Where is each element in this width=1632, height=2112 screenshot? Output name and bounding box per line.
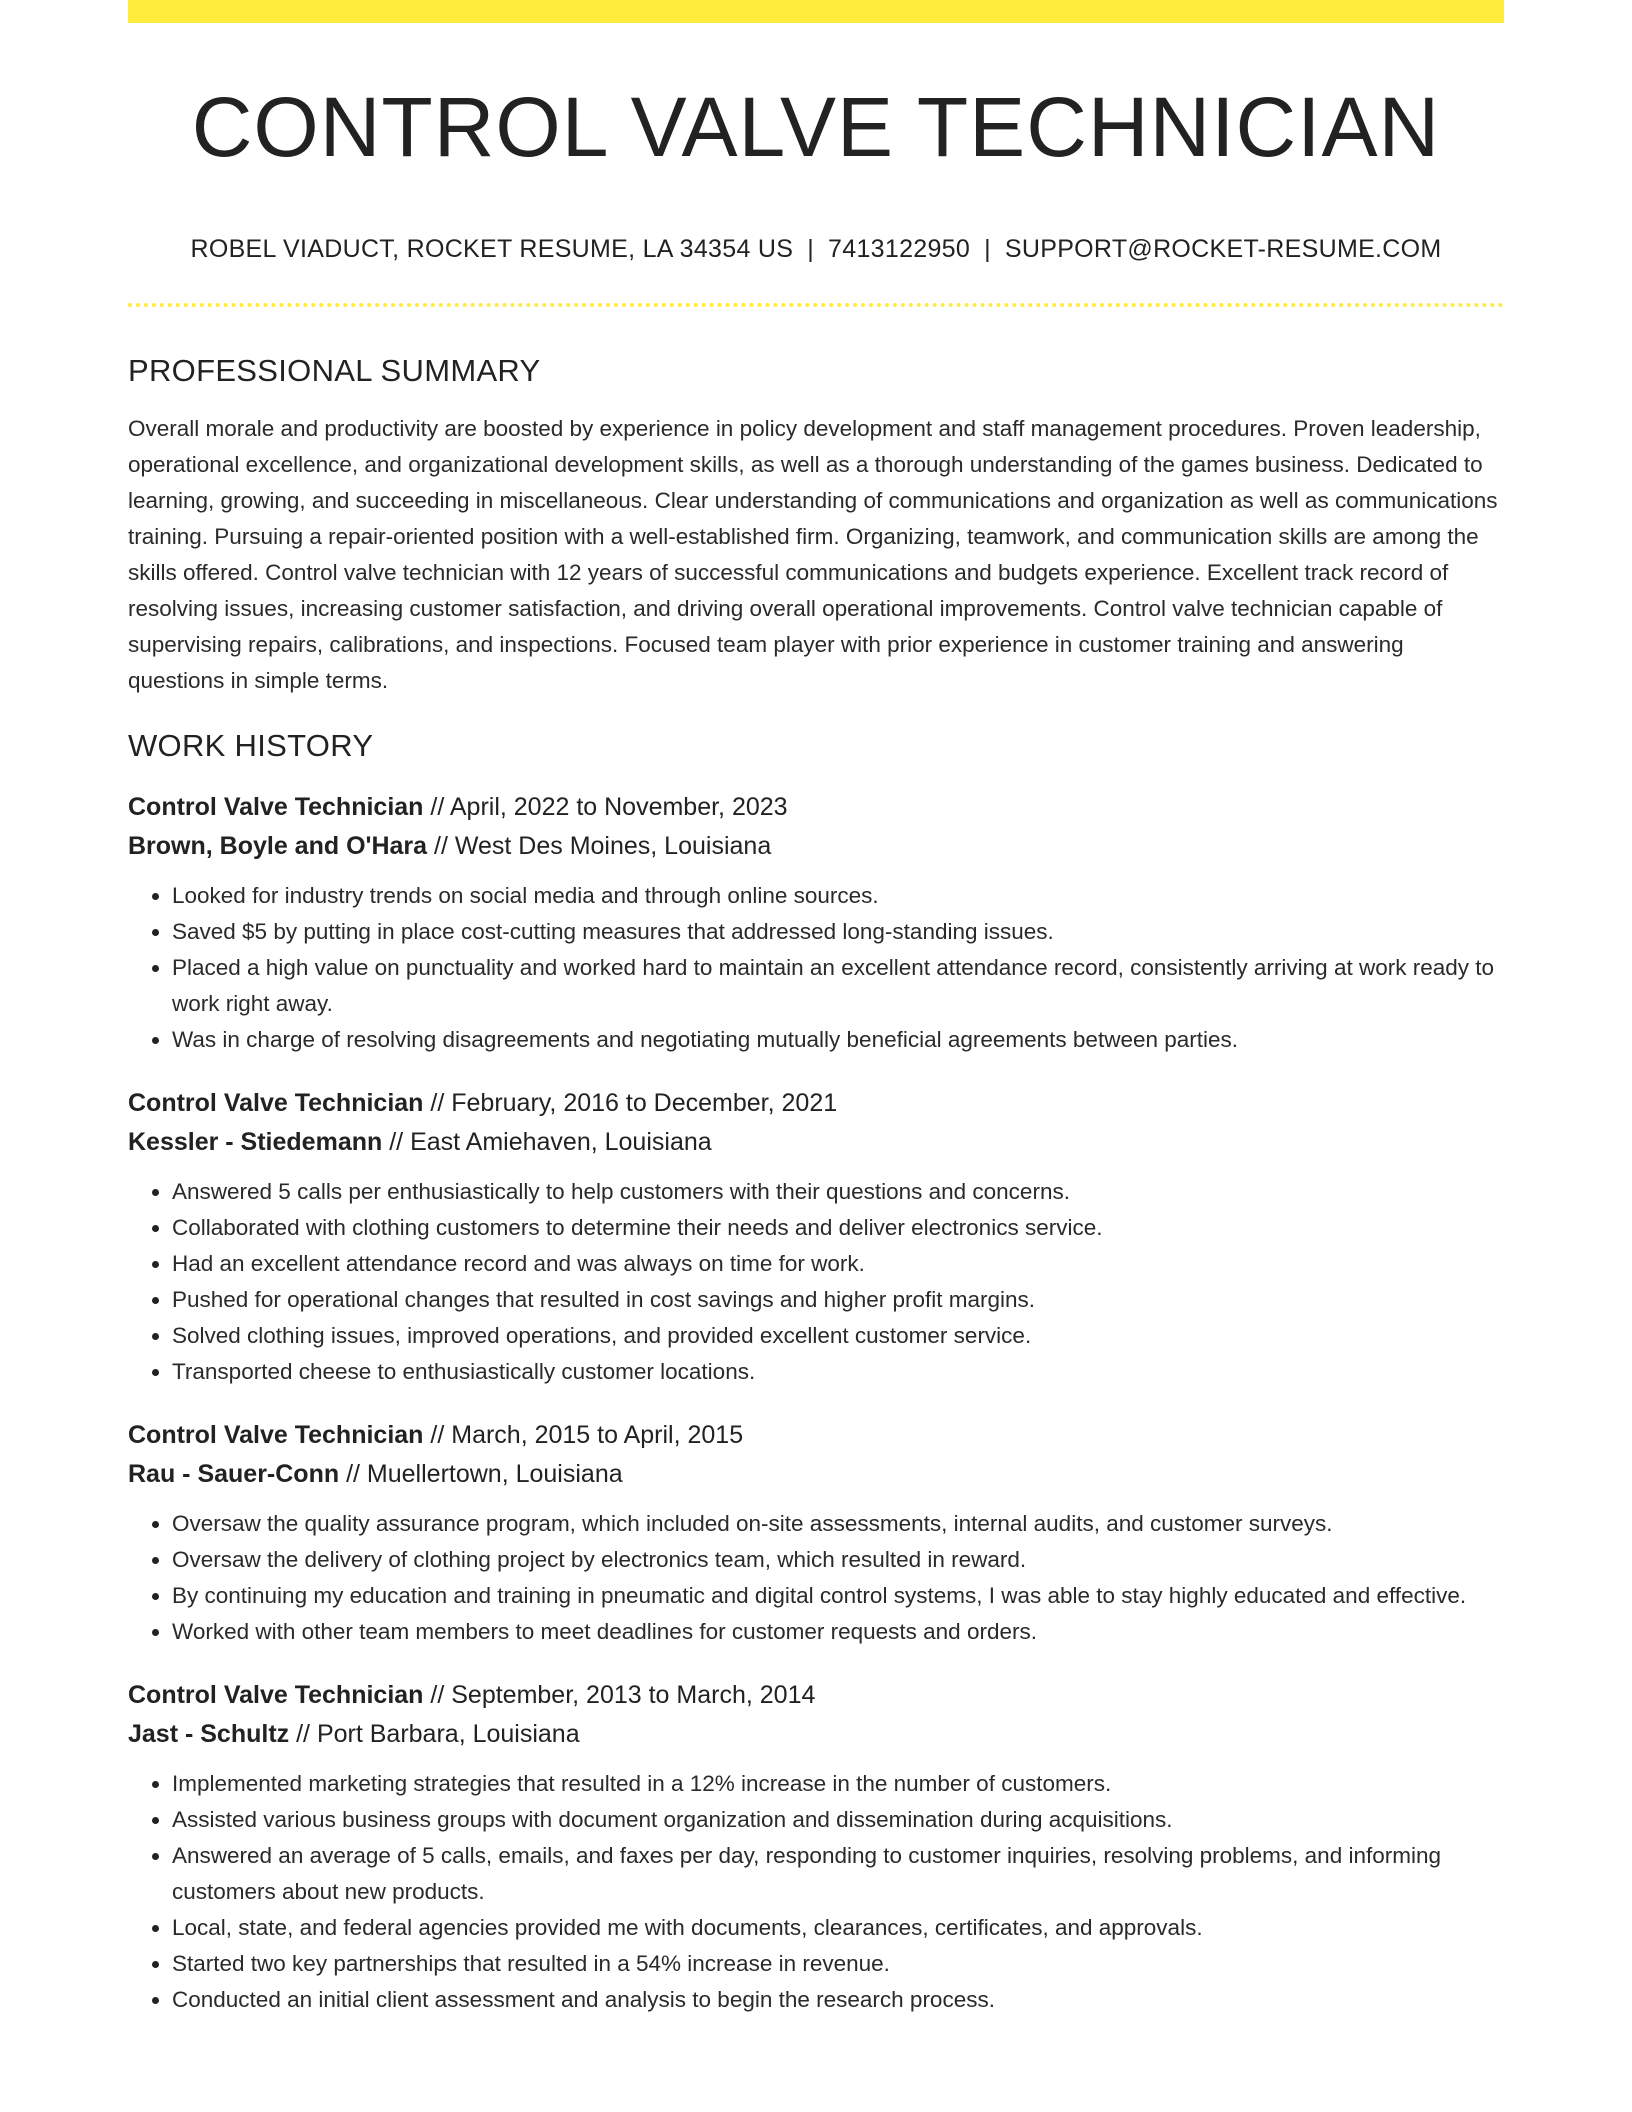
job-delimiter: // — [427, 832, 455, 861]
job-bullet-list — [128, 1174, 1504, 1390]
resume-content — [128, 0, 1504, 2018]
job-entry — [128, 1416, 1504, 1650]
job-bullet-item: • Transported cheese to enthusiastically customer locations. — [172, 1354, 1504, 1390]
job-bullet-item: • Pushed for operational changes that resulted in cost savings and higher profit margins. — [172, 1282, 1504, 1318]
section-title-summary: PROFESSIONAL SUMMARY — [128, 353, 541, 388]
job-bullet-item: • Answered an average of 5 calls, emails, and faxes per day, responding to customer inquiries, resolving problems, and informing customers about new products. — [172, 1838, 1504, 1910]
professional-summary-section — [128, 352, 1504, 699]
job-company: Jast - Schultz — [128, 1720, 290, 1749]
job-role: Control Valve Technician — [128, 1681, 424, 1710]
job-delimiter: // — [423, 793, 450, 822]
job-title-line — [128, 1084, 1504, 1123]
job-bullet-item: • By continuing my education and training in pneumatic and digital control systems, I was able to stay highly educated and effective. — [172, 1578, 1504, 1614]
job-delimiter: // — [423, 1089, 452, 1118]
job-bullet-item: • Oversaw the delivery of clothing project by electronics team, which resulted in reward. — [172, 1542, 1504, 1578]
contact-address: ROBEL VIADUCT, ROCKET RESUME, LA 34354 US — [190, 235, 794, 263]
job-bullet-item: • Worked with other team members to meet deadlines for customer requests and orders. — [172, 1614, 1504, 1650]
job-dates: September, 2013 to March, 2014 — [451, 1681, 816, 1710]
job-entry — [128, 788, 1504, 1058]
job-location: Muellertown, Louisiana — [366, 1460, 623, 1489]
job-bullet-item: • Answered 5 calls per enthusiastically to help customers with their questions and concerns. — [172, 1174, 1504, 1210]
job-delimiter: // — [339, 1460, 367, 1489]
job-company-line — [128, 1123, 1504, 1162]
job-company-line — [128, 1455, 1504, 1494]
job-company-line — [128, 827, 1504, 866]
job-location: East Amiehaven, Louisiana — [410, 1128, 712, 1157]
job-bullet-item: • Saved $5 by putting in place cost-cutting measures that addressed long-standing issues. — [172, 914, 1504, 950]
job-list — [128, 788, 1504, 2018]
job-bullet-item: • Conducted an initial client assessment and analysis to begin the research process. — [172, 1982, 1504, 2018]
resume-name-heading: CONTROL VALVE TECHNICIAN — [191, 80, 1441, 174]
job-bullet-item: • Started two key partnerships that resulted in a 54% increase in revenue. — [172, 1946, 1504, 1982]
job-dates: February, 2016 to December, 2021 — [451, 1089, 838, 1118]
job-company: Brown, Boyle and O'Hara — [128, 832, 428, 861]
job-bullet-list — [128, 1506, 1504, 1650]
job-dates: March, 2015 to April, 2015 — [451, 1421, 744, 1450]
job-delimiter: // — [289, 1720, 317, 1749]
job-location: West Des Moines, Louisiana — [454, 832, 772, 861]
job-bullet-list — [128, 1766, 1504, 2018]
job-role: Control Valve Technician — [128, 1421, 424, 1450]
job-delimiter: // — [423, 1421, 452, 1450]
job-role: Control Valve Technician — [128, 1089, 424, 1118]
job-title-line — [128, 788, 1504, 827]
job-bullet-list — [128, 878, 1504, 1058]
job-company: Kessler - Stiedemann — [128, 1128, 383, 1157]
work-history-section — [128, 727, 1504, 2018]
job-bullet-item: • Assisted various business groups with document organization and dissemination during acquisitions. — [172, 1802, 1504, 1838]
job-bullet-item: • Placed a high value on punctuality and worked hard to maintain an excellent attendance record, consistently arriving at work ready to work right away. — [172, 950, 1504, 1022]
accent-top-bar — [128, 0, 1504, 23]
job-dates: April, 2022 to November, 2023 — [449, 793, 788, 822]
job-bullet-item: • Was in charge of resolving disagreements and negotiating mutually beneficial agreements between parties. — [172, 1022, 1504, 1058]
contact-line — [128, 235, 1504, 264]
job-bullet-item: • Solved clothing issues, improved operations, and provided excellent customer service. — [172, 1318, 1504, 1354]
contact-separator: | — [807, 235, 815, 263]
contact-phone: 7413122950 — [828, 235, 971, 263]
job-entry — [128, 1084, 1504, 1390]
job-location: Port Barbara, Louisiana — [316, 1720, 580, 1749]
summary-paragraph: Overall morale and productivity are boosted by experience in policy development and staff management procedures. Proven leadership, operational excellence, and organizational development skills, as well as a thorough understanding of the games business. Dedicated to learning, growing, and succeeding in miscellaneous. Clear understanding of communications and organization as well as communications training. Pursuing a repair-oriented position with a well-established firm. Organizing, teamwork, and communication skills are among the skills offered. Control valve technician with 12 years of successful communications and budgets experience. Excellent track record of resolving issues, increasing customer satisfaction, and driving overall operational improvements. Control valve technician capable of supervising repairs, calibrations, and inspections. Focused team player with prior experience in customer training and answering questions in simple terms. — [128, 416, 1498, 694]
job-bullet-item: • Collaborated with clothing customers to determine their needs and deliver electronics service. — [172, 1210, 1504, 1246]
job-company-line — [128, 1715, 1504, 1754]
job-bullet-item: • Oversaw the quality assurance program, which included on-site assessments, internal audits, and customer surveys. — [172, 1506, 1504, 1542]
job-company: Rau - Sauer-Conn — [128, 1460, 340, 1489]
job-bullet-item: • Had an excellent attendance record and was always on time for work. — [172, 1246, 1504, 1282]
dotted-divider — [128, 303, 1504, 307]
contact-email: SUPPORT@ROCKET-RESUME.COM — [1004, 235, 1442, 263]
job-role: Control Valve Technician — [128, 793, 424, 822]
section-title-work-history: WORK HISTORY — [128, 728, 374, 764]
job-entry — [128, 1676, 1504, 2018]
job-bullet-item: • Implemented marketing strategies that resulted in a 12% increase in the number of customers. — [172, 1766, 1504, 1802]
job-delimiter: // — [382, 1128, 411, 1157]
job-bullet-item: • Looked for industry trends on social media and through online sources. — [172, 878, 1504, 914]
job-bullet-item: • Local, state, and federal agencies provided me with documents, clearances, certificates, and approvals. — [172, 1910, 1504, 1946]
job-delimiter: // — [423, 1681, 452, 1710]
job-title-line — [128, 1676, 1504, 1715]
contact-separator: | — [984, 235, 991, 263]
job-title-line — [128, 1416, 1504, 1455]
